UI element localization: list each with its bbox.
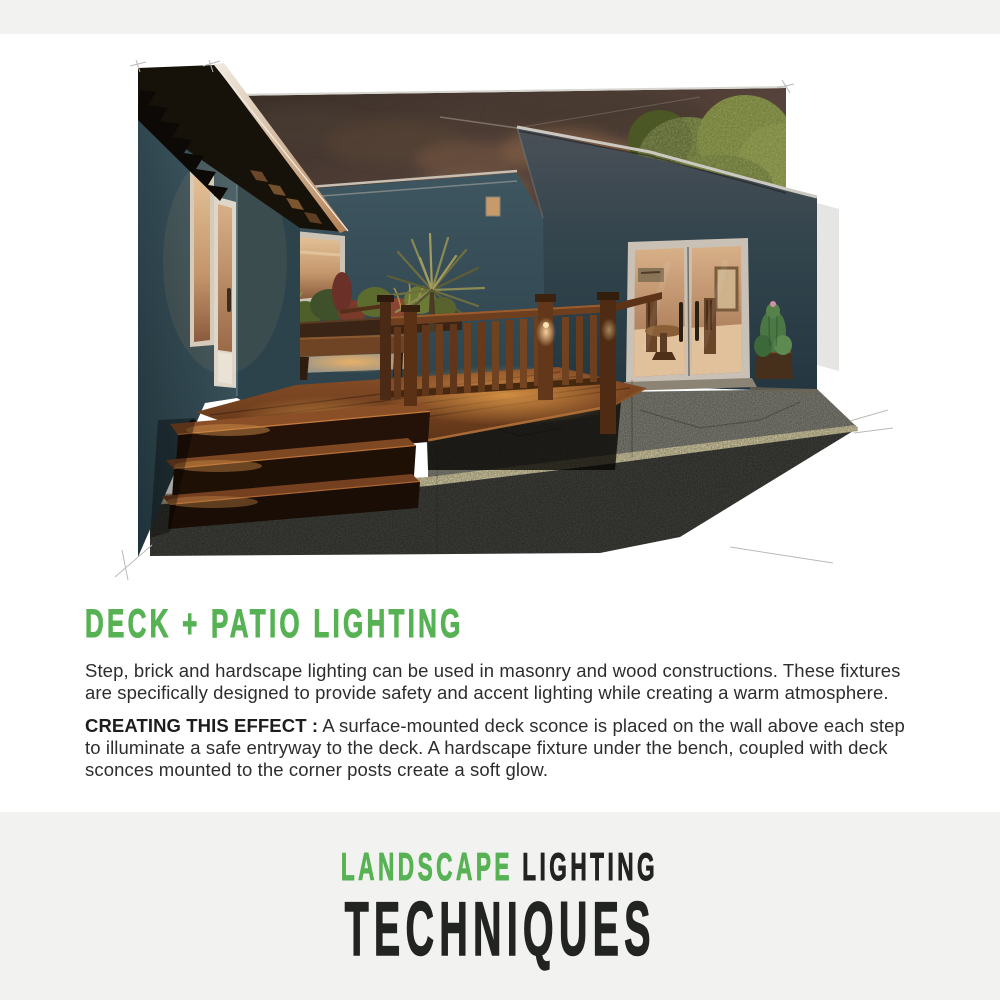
left-door	[214, 196, 236, 388]
middle-window	[295, 231, 345, 304]
background-panel	[817, 203, 839, 371]
patio-ground	[150, 300, 858, 556]
dining-room-interior-right	[690, 268, 744, 380]
left-window	[190, 170, 214, 347]
yucca-plant	[384, 234, 484, 332]
barrel-cactus	[241, 323, 271, 381]
glass-doors	[626, 238, 750, 384]
planter-shrubs	[282, 272, 462, 340]
bench	[290, 334, 414, 380]
dusk-sky	[228, 87, 786, 345]
effect-label: CREATING THIS EFFECT :	[85, 715, 319, 736]
door-handle-right	[695, 301, 699, 341]
corner-posts	[377, 292, 619, 434]
effect-paragraph	[85, 715, 923, 781]
right-building	[517, 127, 839, 392]
wood-deck	[196, 365, 646, 446]
section-title: DECK + PATIO LIGHTING	[85, 602, 464, 646]
copy-section	[85, 601, 923, 781]
brand-footer	[0, 812, 1000, 1000]
hardscape-light-glow	[297, 351, 407, 373]
deck-railing	[340, 292, 662, 434]
brand-line	[0, 848, 1000, 888]
potted-cactus	[754, 301, 793, 379]
under-deck-shadow	[425, 390, 622, 470]
dining-room-interior	[630, 268, 690, 382]
intro-paragraph: Step, brick and hardscape lighting can be used in masonry and wood constructions. These fixtures are specifically designed to provide safety and accent lighting while creating a warm atmosphere.	[85, 660, 901, 703]
effect-text: A surface-mounted deck sconce is placed on the wall above each step to illuminate a safe entryway to the deck. A hardscape fixture under the bench, coupled with deck sconces mounted to the corner posts create a soft glow.	[85, 715, 905, 780]
top-strip	[0, 0, 1000, 34]
brand-word-landscape: LANDSCAPE	[341, 846, 514, 889]
clerestory-window	[486, 197, 500, 216]
post-sconce-glow	[536, 317, 556, 347]
hedge	[628, 95, 820, 220]
door-threshold	[620, 378, 757, 391]
left-building	[138, 63, 348, 557]
brand-techniques: TECHNIQUES	[344, 887, 656, 972]
sketch-crop-marks	[115, 60, 893, 580]
door-handle	[227, 288, 231, 312]
cactus-flower	[770, 301, 776, 307]
gravel-strip	[150, 425, 858, 505]
balusters	[394, 315, 597, 399]
deck-steps	[150, 402, 430, 538]
step-sconce-lights	[176, 420, 200, 496]
door-handle-left	[679, 302, 683, 342]
brand-word-lighting: LIGHTING	[522, 846, 659, 889]
middle-building	[295, 171, 545, 432]
roof-overhang	[138, 63, 348, 233]
